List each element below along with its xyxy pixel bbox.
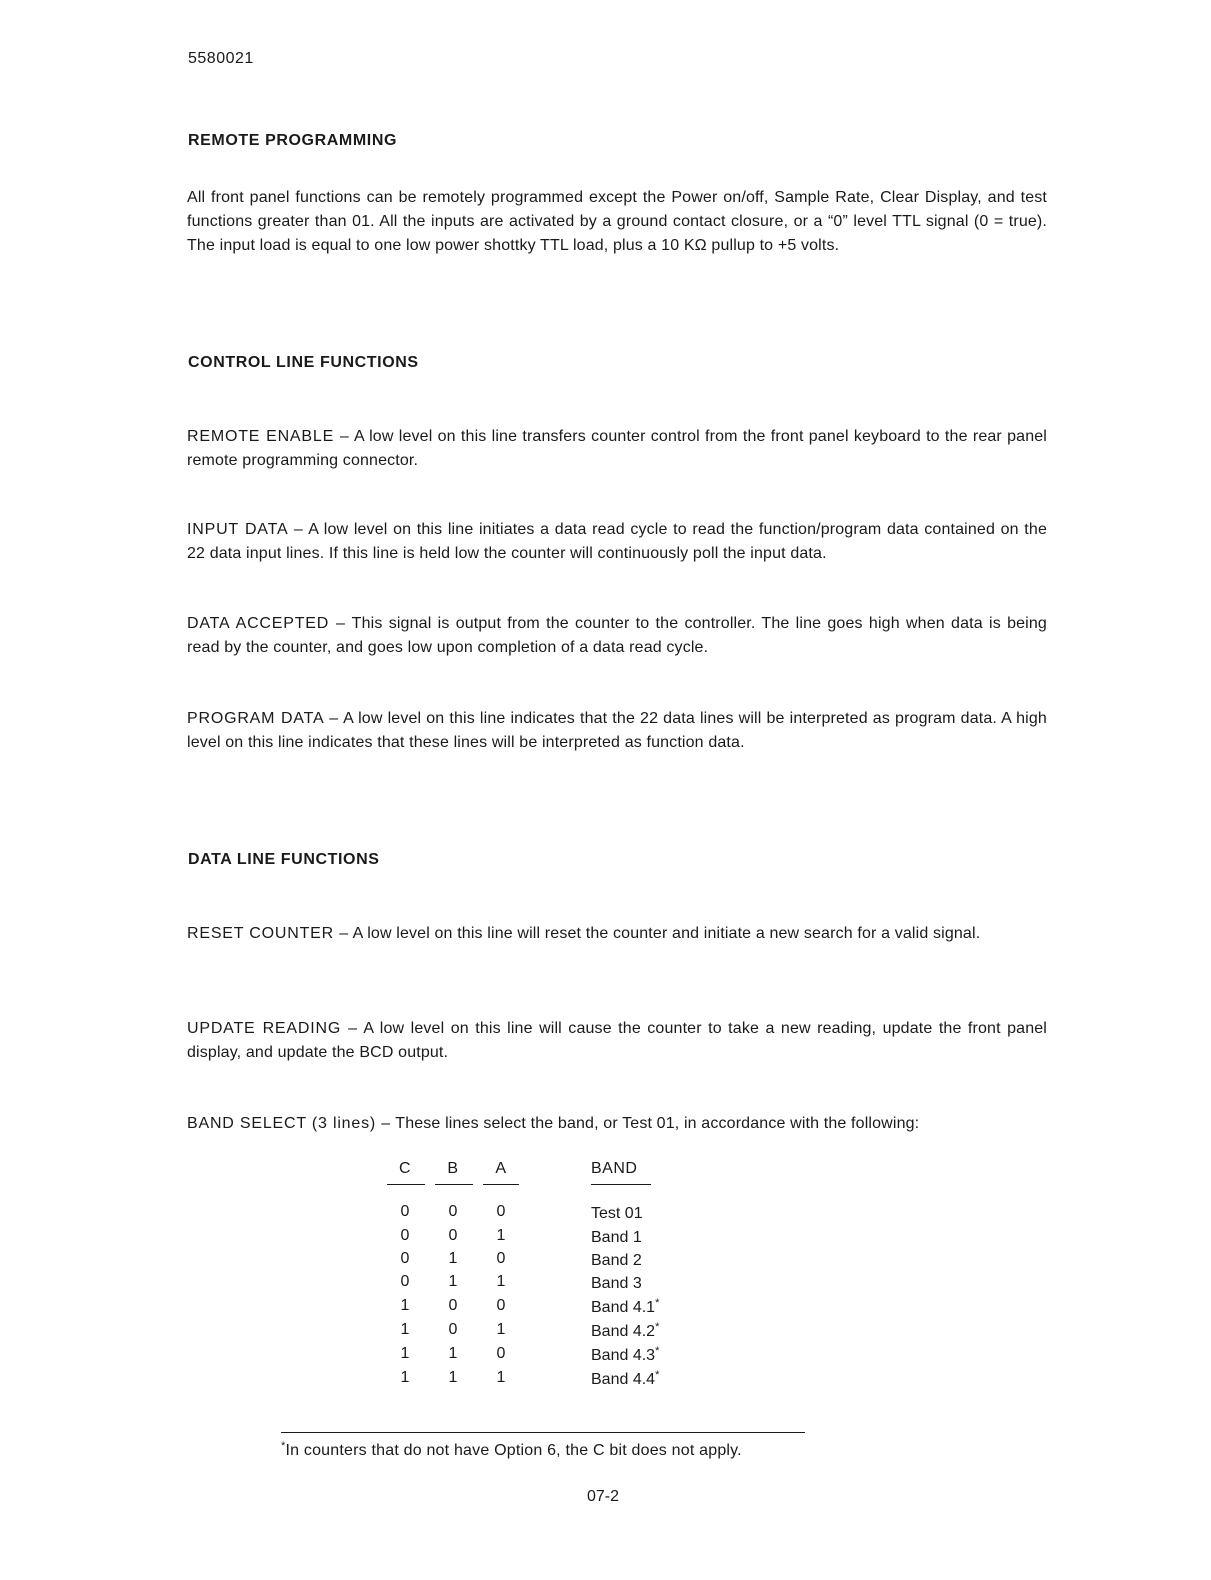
cell-b: 0 <box>448 1321 458 1338</box>
term-reset-counter: RESET COUNTER – <box>187 925 349 942</box>
footnote <box>281 1440 742 1460</box>
cell-band <box>591 1203 643 1223</box>
footnote-text: In counters that do not have Option 6, the C bit does not apply. <box>285 1442 742 1459</box>
desc-remote-enable: A low level on this line transfers counter control from the front panel keyboard to the rear panel remote programming connector. <box>187 428 1047 469</box>
term-input-data: INPUT DATA – <box>187 521 304 538</box>
cell-band <box>591 1273 642 1293</box>
cell-a: 0 <box>496 1297 506 1314</box>
table-row <box>387 1369 787 1393</box>
cell-c: 1 <box>400 1369 410 1386</box>
footnote-divider <box>281 1432 805 1433</box>
desc-band-select: These lines select the band, or Test 01, in accordance with the following: <box>395 1115 920 1132</box>
cell-c: 0 <box>400 1203 410 1220</box>
cell-band <box>591 1321 659 1341</box>
band-label: Band 1 <box>591 1229 642 1246</box>
header-rule-a <box>483 1184 519 1185</box>
cell-b: 1 <box>448 1345 458 1362</box>
table-row <box>387 1250 787 1274</box>
term-remote-enable: REMOTE ENABLE – <box>187 428 350 445</box>
column-header-c: C <box>398 1160 412 1177</box>
paragraph-reset-counter <box>187 922 1047 946</box>
cell-c: 1 <box>400 1345 410 1362</box>
table-row <box>387 1273 787 1297</box>
asterisk-mark: * <box>655 1297 660 1309</box>
band-label: Band 4.2 <box>591 1323 656 1340</box>
paragraph-program-data <box>187 707 1047 755</box>
paragraph-update-reading <box>187 1017 1047 1065</box>
asterisk-mark: * <box>655 1369 660 1381</box>
heading-control-line-functions: CONTROL LINE FUNCTIONS <box>188 354 419 371</box>
desc-data-accepted: This signal is output from the counter to the controller. The line goes high when data is being read by the counter, and goes low upon completion of a data read cycle. <box>187 615 1047 656</box>
cell-b: 1 <box>448 1250 458 1267</box>
table-row <box>387 1227 787 1251</box>
column-header-a: A <box>495 1160 507 1177</box>
cell-b: 1 <box>448 1273 458 1290</box>
cell-c: 0 <box>400 1250 410 1267</box>
cell-a: 1 <box>496 1321 506 1338</box>
cell-a: 1 <box>496 1273 506 1290</box>
cell-b: 1 <box>448 1369 458 1386</box>
paragraph-input-data <box>187 518 1047 566</box>
term-band-select: BAND SELECT (3 lines) – <box>187 1115 391 1132</box>
heading-remote-programming: REMOTE PROGRAMMING <box>188 132 398 149</box>
band-label: Band 3 <box>591 1275 642 1292</box>
desc-input-data: A low level on this line initiates a data read cycle to read the function/program data contained on the 22 data input lines. If this line is held low the counter will continuously poll the input data. <box>187 521 1047 562</box>
asterisk-mark: * <box>655 1345 660 1357</box>
cell-band <box>591 1369 659 1389</box>
term-data-accepted: DATA ACCEPTED – <box>187 615 346 632</box>
asterisk-mark: * <box>655 1321 660 1333</box>
document-number: 5580021 <box>188 50 254 67</box>
desc-reset-counter: A low level on this line will reset the counter and initiate a new search for a valid signal. <box>352 925 981 942</box>
cell-c: 1 <box>400 1297 410 1314</box>
desc-update-reading: A low level on this line will cause the counter to take a new reading, update the front panel display, and update the BCD output. <box>187 1020 1048 1061</box>
cell-c: 0 <box>400 1227 410 1244</box>
header-rule-b <box>435 1184 473 1185</box>
cell-band <box>591 1227 642 1247</box>
cell-c: 0 <box>400 1273 410 1290</box>
paragraph-data-accepted <box>187 612 1047 660</box>
cell-b: 0 <box>448 1227 458 1244</box>
cell-b: 0 <box>448 1297 458 1314</box>
header-rule-band <box>591 1184 651 1185</box>
table-row <box>387 1321 787 1345</box>
cell-a: 0 <box>496 1345 506 1362</box>
cell-a: 1 <box>496 1227 506 1244</box>
paragraph-band-select <box>187 1112 1047 1136</box>
table-row <box>387 1345 787 1369</box>
cell-a: 0 <box>496 1203 506 1220</box>
paragraph-remote-enable <box>187 425 1047 473</box>
term-update-reading: UPDATE READING – <box>187 1020 358 1037</box>
band-label: Band 2 <box>591 1252 642 1269</box>
cell-band <box>591 1345 659 1365</box>
footnote-asterisk: * <box>281 1440 286 1452</box>
band-label: Band 4.4 <box>591 1371 656 1388</box>
cell-band <box>591 1250 642 1270</box>
paragraph-remote-programming: All front panel functions can be remotely programmed except the Power on/off, Sample Rate, Clear Display, and test functions greater than 01. All the inputs are activated by a ground contact closure, or a “0” level TTL signal (0 = true). The input load is equal to one low power shottky TTL load, plus a 10 KΩ pullup to +5 volts. <box>187 189 1047 254</box>
band-label: Band 4.3 <box>591 1347 656 1364</box>
desc-program-data: A low level on this line indicates that the 22 data lines will be interpreted as program data. A high level on this line indicates that these lines will be interpreted as function data. <box>187 710 1047 751</box>
band-label: Test 01 <box>591 1205 643 1222</box>
band-label: Band 4.1 <box>591 1299 656 1316</box>
cell-b: 0 <box>448 1203 458 1220</box>
header-rule-c <box>387 1184 425 1185</box>
table-row <box>387 1297 787 1321</box>
page-number: 07-2 <box>587 1488 620 1505</box>
column-header-band: BAND <box>591 1160 638 1177</box>
cell-c: 1 <box>400 1321 410 1338</box>
cell-band <box>591 1297 659 1317</box>
cell-a: 0 <box>496 1250 506 1267</box>
term-program-data: PROGRAM DATA – <box>187 710 339 727</box>
column-header-b: B <box>447 1160 459 1177</box>
table-row <box>387 1203 787 1227</box>
heading-data-line-functions: DATA LINE FUNCTIONS <box>188 851 380 868</box>
cell-a: 1 <box>496 1369 506 1386</box>
